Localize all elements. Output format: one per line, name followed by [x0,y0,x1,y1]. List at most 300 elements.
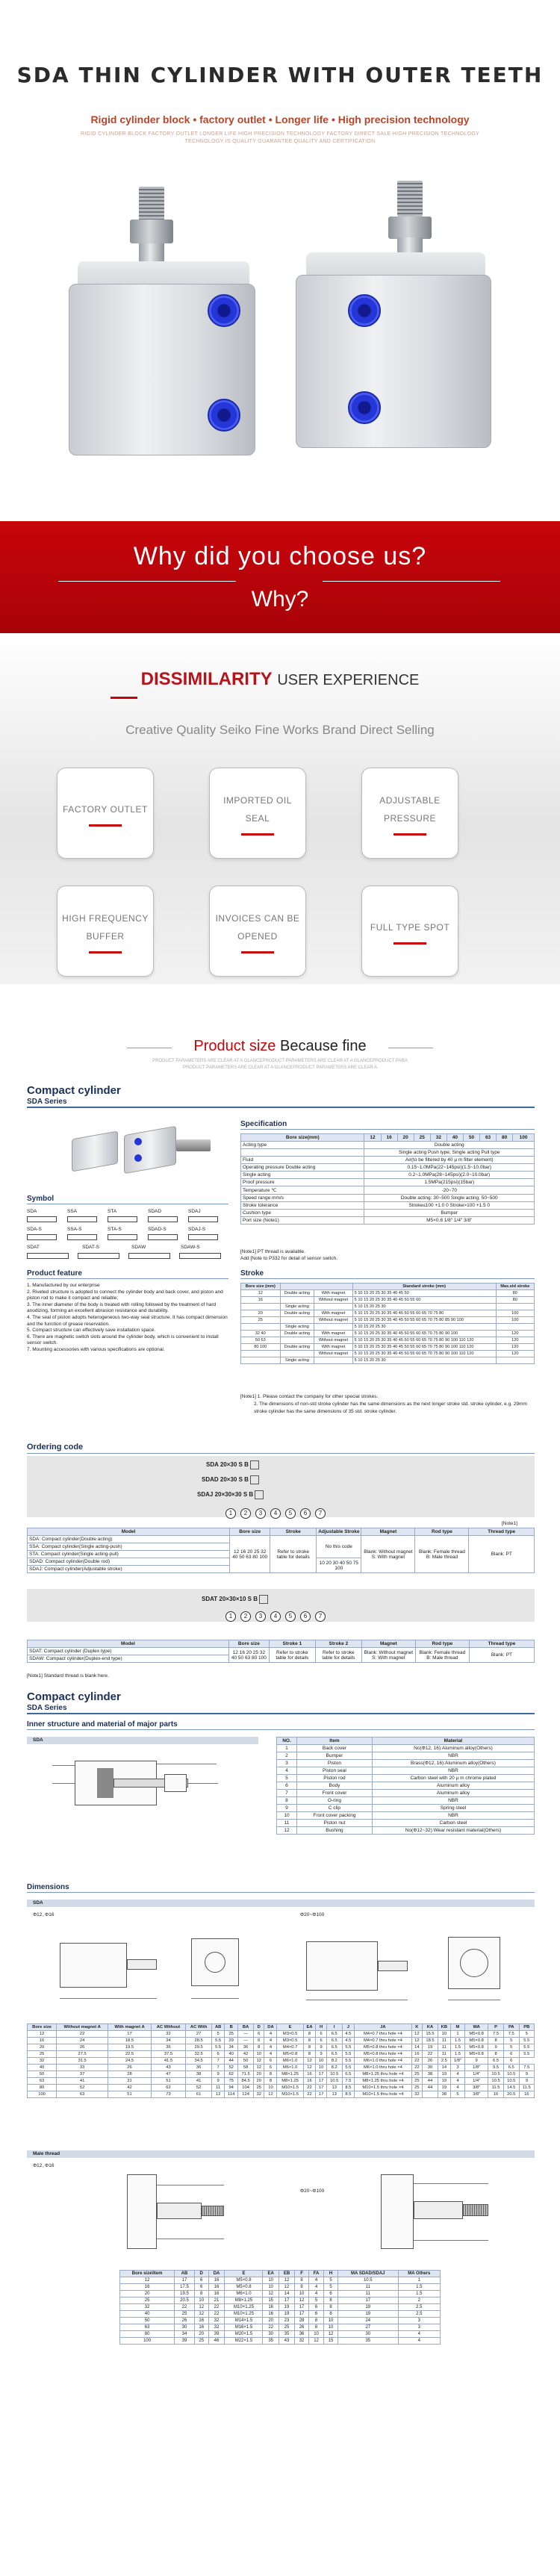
table-cell: 10 [316,2058,327,2065]
table-cell: 26 [295,2324,309,2331]
table-cell: 9 [212,2078,225,2085]
index-marker: 1 [225,1611,236,1622]
table-cell: 17 [295,2304,309,2311]
spec-header-cell: 50 [463,1134,479,1142]
table-cell: 9.5 [488,2065,504,2071]
symbol-label: SDAT [27,1245,40,1250]
table-cell: 16 [303,2071,316,2078]
catalog2-series: SDA Series [27,1704,67,1712]
index-marker: 4 [270,1611,281,1622]
table-cell: 12 [295,2297,309,2304]
dissimilarity-title [0,669,560,690]
table-cell: 5 [324,2284,338,2291]
spec-header-cell: 40 [447,1134,463,1142]
table-cell: 25 [253,2085,264,2091]
table-cell: 1.5 [450,2051,464,2058]
table-cell: 61 [186,2091,212,2098]
table-cell: 6 [308,2304,323,2311]
table-cell: M6×1.0 [225,2291,263,2297]
parts-table [276,1737,535,1835]
banner-title: Why did you choose us? [133,542,427,570]
hero-note: RIGID CYLINDER BLOCK FACTORY OUTLET LONGER LIFE HIGH PRECISION TECHNOLOGY FACTORY DIRECT SALE HIGH PRECISION TECHNOLOGY [80,131,480,137]
catalog-heading: Compact cylinder [27,1084,121,1097]
spec-cell: Double acting [364,1142,535,1149]
table-cell: 52 [225,2065,238,2071]
table-cell: 10 [324,2324,338,2331]
table-cell: 8 [295,2277,309,2284]
table-cell: 5.5 [519,2044,534,2051]
table-cell: M10×1.25 [225,2304,263,2311]
table-cell: 8.2 [326,2058,342,2065]
feature-item: 5. Compact structure can effectively save installation space. [27,1328,156,1334]
symbol-label: STA-S [108,1227,122,1232]
index-marker: 6 [300,1508,311,1519]
card-label: ADJUSTABLE [379,794,441,806]
spec-cell: -20~70 [364,1186,535,1195]
table-cell: 16 [263,2311,279,2318]
table-cell: 4 [398,2331,440,2338]
banner-subtitle: Why? [251,587,309,612]
order-code: SDAJ 20×30×30 S B [197,1490,264,1499]
table-row [28,2071,535,2078]
spec-cell: Stroke tolerance [241,1202,364,1210]
spec-cell: Acting type [241,1142,364,1149]
index-marker: 3 [255,1508,266,1519]
feature-item: 2. Riveted structure is adopted to connect the cylinder body and back cover, and piston and piston rod to make it compact and reliable; [27,1289,223,1301]
table-cell: 10 [295,2291,309,2297]
table-cell: 4 [398,2338,440,2345]
table-cell: 12 [303,2058,316,2065]
male-label-bar [27,2150,535,2158]
table-cell: 12 [324,2331,338,2338]
ordering-rule [27,1453,535,1454]
table-cell: 5.5 [342,2044,355,2051]
table-cell: 2.5 [398,2311,440,2318]
table-cell: 20 [28,2044,57,2051]
table-cell: 28.5 [186,2038,212,2044]
table-cell: 22 [303,2085,316,2091]
table-row: 20 Double acting With magnet 5 10 15 20 25 30 35 40 45 50 55 60 65 70 75 80 100 [241,1310,535,1317]
ordering-note-bottom: [Note1] Standard thread is blank here. [27,1673,109,1679]
spec-header-cell: 20 [397,1134,414,1142]
table-cell: 50 [238,2058,254,2065]
ordering-header-row: Model Bore size Stroke 1 Stroke 2 Magnet Rod type Thread type [28,1640,535,1648]
table-row: 12 Bushing No(Φ12~32):Wear resistant material(Others) [277,1827,535,1835]
inner-rule [27,1729,535,1730]
table-cell: 30 [263,2331,279,2338]
table-cell: 11 [438,2044,450,2051]
table-cell: M4×0.7 thru hole ×4 [355,2031,411,2038]
table-cell: 1/4" [465,2078,488,2085]
table-cell: 44 [423,2085,438,2091]
table-row: 12 Double acting With magnet 5 10 15 20 25 30 35 40 45 50 80 [241,1290,535,1297]
table-cell: 3/8" [465,2085,488,2091]
spec-cell: Operating pressure Double acting [241,1164,364,1172]
spec-cell: Stroke≤100 +1.0 0 Stroke>100 +1.5 0 [364,1202,535,1210]
table-cell: 6 [316,2031,327,2038]
table-row: 1 Back cover No(Φ12, 16):Aluminum alloy(Others) [277,1745,535,1752]
table-cell: 31 [108,2078,152,2085]
table-cell: 26 [108,2065,152,2071]
table-cell: 10 [194,2297,208,2304]
spec-note: [Note1] PT thread is available. [240,1249,305,1254]
table-cell: 16 [28,2038,57,2044]
product-size-title [0,1038,560,1055]
table-cell: M5×0.8 [277,2051,303,2058]
male-title: Male thread [33,2151,60,2156]
table-cell: 12 [253,2065,264,2071]
table-cell: 11 [212,2085,225,2091]
feature-card-high-frequency-buffer [57,886,154,977]
spec-cell: Single acting [241,1172,364,1179]
table-cell: 7.5 [519,2065,534,2071]
table-cell: 100 [28,2091,57,2098]
table-cell: M10×1.25 [225,2311,263,2318]
table-cell: M5×0.8 [225,2277,263,2284]
product-size-title-rest: Because fine [279,1038,367,1054]
table-cell: 44 [423,2078,438,2085]
table-cell: 16 [120,2284,175,2291]
symbol-label: SDAJ [188,1209,201,1214]
table-cell: M16×1.5 [225,2324,263,2331]
table-cell: 41 [186,2078,212,2085]
hero-note-2: TECHNOLOGY IS QUALITY GUARANTEE QUALITY AND CERTIFICATION [184,139,376,144]
table-cell: 114 [225,2091,238,2098]
table-cell: 23 [279,2318,294,2324]
table-cell: 30 [337,2331,398,2338]
table-cell: M4×0.7 thru hole ×4 [355,2038,411,2044]
table-cell: 36 [151,2044,185,2051]
table-cell: M22×1.5 [225,2338,263,2345]
table-cell: 7 [212,2058,225,2065]
spec-rule [240,1129,535,1130]
table-row: 9 C clip Spring steel [277,1805,535,1812]
table-cell: 8 [253,2044,264,2051]
table-cell: 34.5 [186,2058,212,2065]
table-cell: 8 [324,2297,338,2304]
table-cell: 26 [57,2044,108,2051]
stroke-header-cell: Max.std stroke [496,1284,534,1290]
table-cell: 21 [208,2297,225,2304]
table-cell: 20.5 [175,2297,195,2304]
table-cell: 12 [28,2031,57,2038]
table-row [241,1217,535,1225]
table-cell: 11.5 [488,2085,504,2091]
table-cell: 6 [194,2284,208,2291]
table-row [241,1179,535,1186]
table-cell: 50 [120,2318,175,2324]
table-cell: M8×1.25 thru hole ×4 [355,2071,411,2078]
table-cell: 18.5 [108,2038,152,2044]
table-cell: 5.5 [519,2038,534,2044]
table-cell: 73 [151,2091,185,2098]
table-row: 16 Without magnet 5 10 15 20 25 30 35 40 45 50 55 60 80 [241,1297,535,1304]
table-cell: 25 [411,2078,423,2085]
table-cell: 100 [120,2338,175,2345]
table-cell: 5.5 [342,2051,355,2058]
table-cell: 40 [28,2065,57,2071]
table-cell: 6 [264,2065,277,2071]
table-row: 5 Piston rod Carbon steel with 20 μ m chrome plated [277,1775,535,1782]
table-cell [423,2091,438,2098]
table-cell: 9 [316,2051,327,2058]
table-cell: 35 [263,2338,279,2345]
table-cell: 41 [57,2078,108,2085]
table-cell: M5×0.8 [465,2031,488,2038]
table-row [241,1164,535,1172]
table-cell: 6 [308,2311,323,2318]
table-cell: 5.5 [212,2044,225,2051]
spec-cell: Air(to be filtered by 40 μ m filter element) [364,1157,535,1164]
table-cell: 15 [263,2297,279,2304]
table-cell: 62 [225,2071,238,2078]
spec-cell: 0.15~1.0MPa(22~145psi)(1.5~10.0bar) [364,1164,535,1172]
table-cell: 6 [324,2291,338,2297]
table-cell: 14 [411,2044,423,2051]
table-cell: 37 [57,2071,108,2078]
table-cell: M6×1.0 thru hole ×4 [355,2058,411,2065]
table-cell: 8.5 [342,2085,355,2091]
table-cell: 22 [175,2304,195,2311]
ordering-index-row-2 [225,1608,330,1622]
card-label-2: PRESSURE [383,812,437,824]
table-cell: 10.5 [326,2071,342,2078]
table-cell: 19 [337,2304,398,2311]
table-cell: 32 [120,2304,175,2311]
table-cell: 34 [175,2331,195,2338]
table-row [28,2031,535,2038]
feature-title: Product feature [27,1269,82,1278]
card-underline [241,833,274,836]
feature-card-factory-outlet [57,768,154,859]
table-cell: 26 [175,2318,195,2324]
why-choose-banner [0,521,560,633]
table-cell: M20×1.5 [225,2331,263,2338]
symbol-label: SDAD-S [148,1227,167,1232]
table-cell: 40 [120,2311,175,2318]
table-cell: 28 [108,2071,152,2078]
table-cell: 42 [108,2085,152,2091]
table-cell: 10 [308,2331,323,2338]
table-cell: M6×1.0 [277,2058,303,2065]
table-cell: M10×1.5 thru hole ×4 [355,2085,411,2091]
table-cell: 8 [264,2078,277,2085]
table-cell: 14 [279,2291,294,2297]
card-underline [393,833,426,836]
table-cell: 19 [279,2304,294,2311]
table-row: 3 Piston Brass(Φ12, 16):Aluminum alloy(Others) [277,1760,535,1767]
table-cell: 10.5 [488,2078,504,2085]
table-cell: 12 [279,2277,294,2284]
table-cell: 43 [279,2338,294,2345]
cylinder-image-right [285,149,509,470]
table-cell: 25 [120,2297,175,2304]
table-cell: 2.5 [438,2058,450,2065]
table-cell: 2 [398,2297,440,2304]
table-cell: 4 [308,2284,323,2291]
table-row: Without magnet 5 10 15 20 25 30 35 40 45 50 55 60 65 70 75 80 90 100 110 120 120 [241,1351,535,1357]
spec-header-cell: 63 [480,1134,497,1142]
table-cell: 3 [450,2065,464,2071]
table-cell: 32 [28,2058,57,2065]
cylinder-image-left [61,157,285,470]
table-cell: 63 [57,2091,108,2098]
table-cell: 11 [438,2051,450,2058]
table-row: 8 O-ring NBR [277,1797,535,1805]
spec-cell: Temperature ℃ [241,1186,364,1195]
dimension-drawing-small [45,1920,291,2017]
table-cell: 9 [519,2071,534,2078]
table-cell: 37.5 [151,2051,185,2058]
table-cell: 50 [28,2071,57,2078]
table-cell: 17 [316,2071,327,2078]
male-thread-drawing-small [82,2167,261,2256]
table-row: SDAJ: Compact cylinder(Adjustable stroke) [28,1566,535,1573]
table-row [120,2297,441,2304]
table-cell: 24 [337,2318,398,2324]
table-row: Single acting 5 10 15 20 25 30 [241,1304,535,1310]
table-cell: 20.5 [503,2091,519,2098]
spec-header-cell: 16 [381,1134,397,1142]
index-marker: 3 [255,1611,266,1622]
table-cell: 36 [295,2331,309,2338]
table-cell: 17 [316,2091,327,2098]
table-cell: M5×0.8 [225,2284,263,2291]
table-row [28,2065,535,2071]
spec-header-cell: 100 [513,1134,535,1142]
table-cell: 9 [316,2044,327,2051]
table-cell: 10 [264,2085,277,2091]
table-cell: 16 [208,2284,225,2291]
card-label-2: OPENED [237,930,278,942]
inner-structure-drawing [52,1753,231,1820]
table-row: SSA: Compact cylinder(Single acting-push) [28,1543,535,1551]
table-cell: 3 [398,2324,440,2331]
dimensions-rule [27,1892,535,1893]
ordering-table [27,1528,535,1573]
table-cell: 25 [411,2085,423,2091]
catalog2-rule [27,1713,535,1714]
card-label-2: BUFFER [86,930,125,942]
table-cell: 46 [208,2338,225,2345]
dim-label-bar [27,1900,535,1907]
feature-card-imported-oil-seal [209,768,306,859]
table-cell: 7.5 [503,2031,519,2038]
spec-header-cell: 32 [430,1134,447,1142]
table-cell: 16 [411,2051,423,2058]
symbol-label: STA [108,1209,117,1214]
feature-item: 7. Mounting accessories with various specifications are optional. [27,1346,165,1352]
table-cell: 11 [438,2038,450,2044]
table-cell: 6.5 [503,2065,519,2071]
table-cell: 8 [324,2304,338,2311]
table-cell: 4 [450,2071,464,2078]
index-marker: 5 [285,1508,296,1519]
table-row [28,2078,535,2085]
table-cell: 11.5 [519,2085,534,2091]
dimensions-title: Dimensions [27,1883,69,1891]
table-row [241,1157,535,1164]
table-cell: 38 [423,2071,438,2078]
table-cell: 13 [326,2085,342,2091]
table-cell: 19 [423,2044,438,2051]
table-cell: 29.5 [186,2044,212,2051]
symbol-label: SSA [67,1209,78,1214]
table-cell: 40 [225,2051,238,2058]
table-cell: 52 [186,2085,212,2091]
table-cell: 12 [411,2038,423,2044]
order-code: SDA 20×30 S B [206,1460,259,1469]
inner-label-bar [27,1737,258,1744]
table-cell: 4 [264,2038,277,2044]
table-cell: 13 [326,2091,342,2098]
table-row [28,2044,535,2051]
table-cell: 25 [175,2311,195,2318]
table-cell: 12 [194,2311,208,2318]
table-row: Single acting 5 10 15 20 25 30 [241,1357,535,1364]
male-thread-body [120,2277,441,2345]
table-cell: M14×1.5 [225,2318,263,2324]
feature-list [27,1283,228,1354]
table-cell: 17 [316,2078,327,2085]
table-row [241,1172,535,1179]
table-cell: 20 [253,2078,264,2085]
table-cell: 32 [151,2031,185,2038]
table-cell: 24.5 [108,2058,152,2065]
table-cell: 5 [519,2031,534,2038]
table-cell: 8 [488,2051,504,2058]
table-cell: 63 [120,2324,175,2331]
index-marker: 5 [285,1611,296,1622]
table-cell: 32 [208,2324,225,2331]
table-cell: 33 [57,2065,108,2071]
table-cell: M5×0.8 [465,2044,488,2051]
ordering-header-row: Model Bore size Stroke Adjustable Stroke Magnet Rod type Thread type [28,1528,535,1536]
card-label-2: SEAL [245,812,270,824]
table-row [241,1142,535,1149]
table-cell: 9 [488,2044,504,2051]
table-cell: — [238,2031,254,2038]
table-cell: 8 [303,2051,316,2058]
spec-title: Specification [240,1120,287,1128]
table-cell: 16 [303,2078,316,2085]
table-cell: 20 [253,2071,264,2078]
table-cell: 22 [411,2065,423,2071]
table-cell: 51 [151,2078,185,2085]
table-row: 7 Front cover Aluminum alloy [277,1790,535,1797]
table-cell: 6.5 [326,2038,342,2044]
index-marker: 2 [240,1611,251,1622]
table-cell: 39 [208,2331,225,2338]
table-cell: 4.5 [342,2031,355,2038]
feature-card-full-type-spot [361,886,458,977]
table-cell: 29 [225,2038,238,2044]
table-cell: 19 [438,2085,450,2091]
table-cell: 17 [295,2311,309,2318]
card-underline [393,942,426,945]
table-cell: 5.5 [342,2058,355,2065]
table-cell: 24 [57,2038,108,2044]
index-marker: 1 [225,1508,236,1519]
spec-header-cell: 12 [364,1134,381,1142]
card-underline [241,951,274,953]
table-cell: 7.5 [488,2031,504,2038]
table-cell: 5.5 [212,2038,225,2044]
table-cell: 22 [303,2091,316,2098]
male-thread-drawing-large [373,2167,523,2256]
dissimilarity-subtitle: Creative Quality Seiko Fine Works Brand Direct Selling [125,723,435,737]
table-cell: 4 [308,2277,323,2284]
